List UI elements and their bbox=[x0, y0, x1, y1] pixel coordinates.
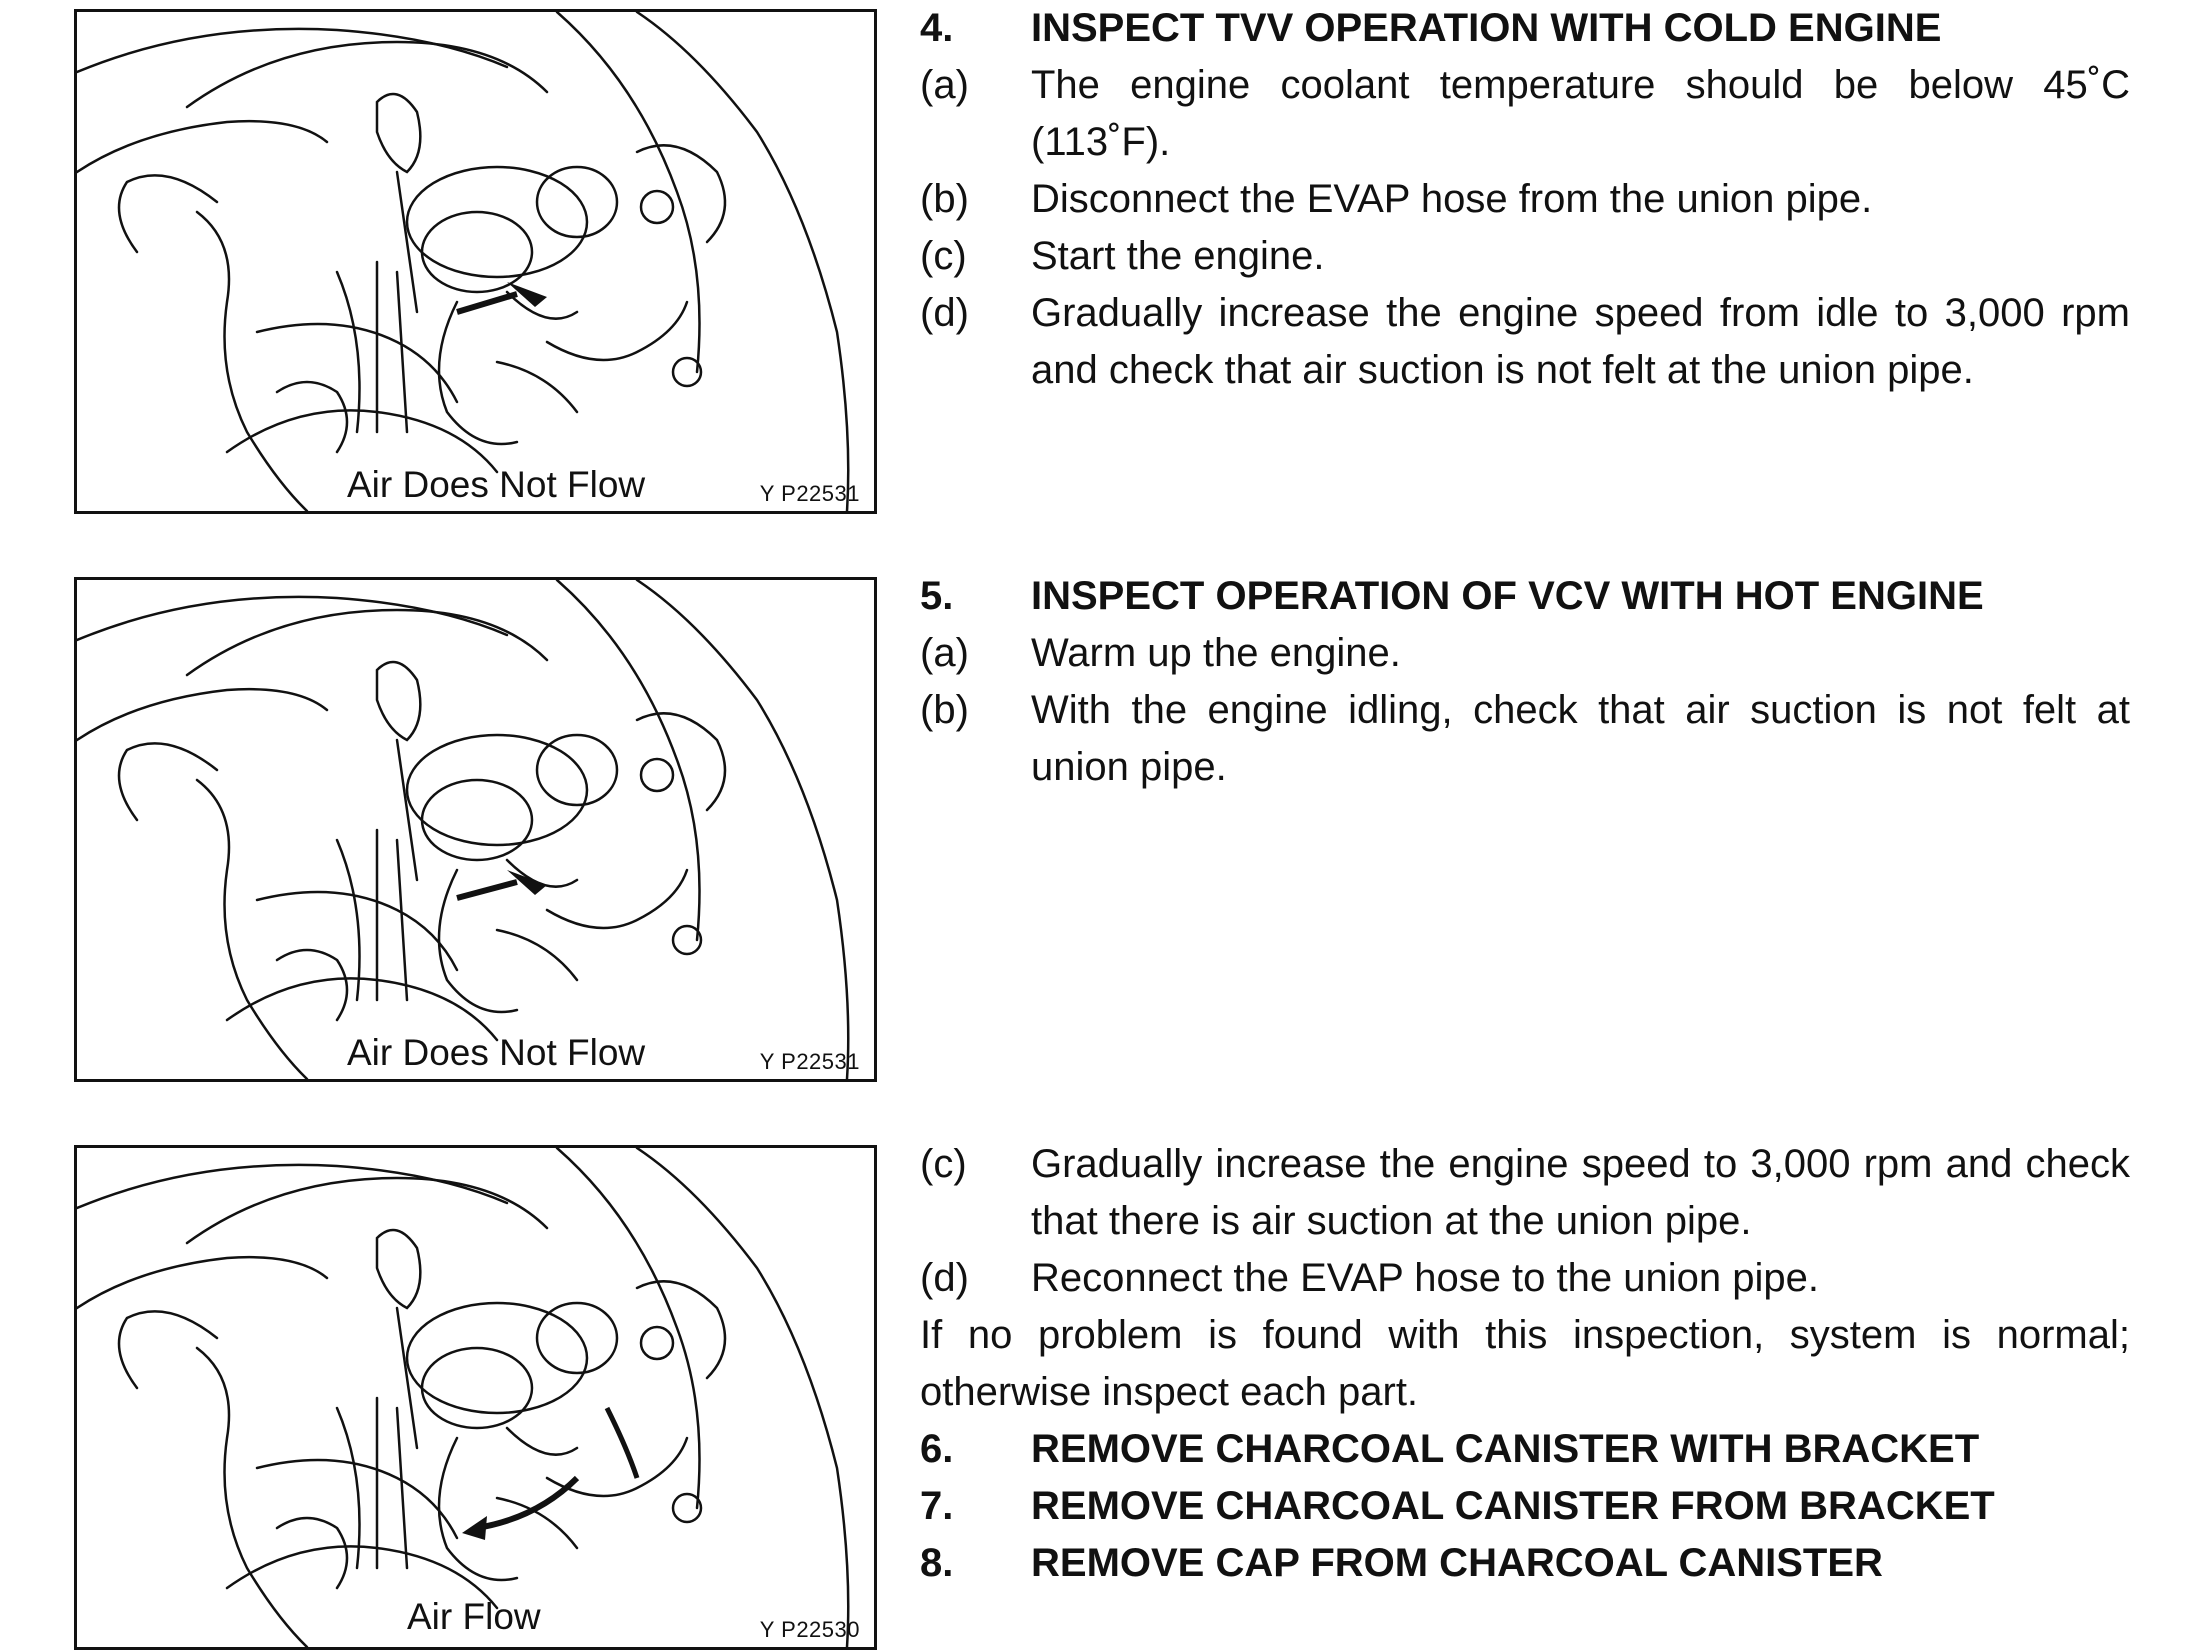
figure-code: Y P22530 bbox=[759, 1617, 860, 1642]
sub-step-text: Disconnect the EVAP hose from the union pipe. bbox=[1031, 177, 1873, 221]
engine-illustration bbox=[77, 12, 874, 511]
sub-step-text: Reconnect the EVAP hose to the union pipe. bbox=[1031, 1256, 1819, 1300]
section-heading bbox=[920, 1421, 2130, 1478]
sub-step bbox=[920, 57, 2130, 171]
sub-step bbox=[920, 682, 2130, 796]
sub-step-label: (c) bbox=[920, 1142, 967, 1186]
sub-step bbox=[920, 228, 2130, 285]
figure-code: Y P22531 bbox=[759, 1049, 860, 1074]
section-4 bbox=[920, 0, 2130, 399]
sub-step bbox=[920, 171, 2130, 228]
engine-illustration bbox=[77, 580, 874, 1079]
sub-step-text: Gradually increase the engine speed from idle to 3,000 rpm and check that air suction is not felt at the union pipe. bbox=[1031, 291, 2130, 392]
result-note: If no problem is found with this inspection, system is normal; otherwise inspect each part. bbox=[920, 1313, 2130, 1414]
figure-code: Y P22531 bbox=[759, 481, 860, 506]
step-number: 5. bbox=[920, 574, 954, 618]
figure-caption: Air Flow bbox=[407, 1596, 541, 1637]
step-number: 4. bbox=[920, 6, 954, 50]
sub-step-label: (c) bbox=[920, 234, 967, 278]
section-title: REMOVE CHARCOAL CANISTER FROM BRACKET bbox=[1031, 1484, 1995, 1528]
section-5-continued bbox=[920, 1136, 2130, 1592]
sub-step-label: (b) bbox=[920, 688, 969, 732]
section-heading bbox=[920, 1535, 2130, 1592]
sub-step bbox=[920, 625, 2130, 682]
step-number: 6. bbox=[920, 1427, 954, 1471]
section-title: REMOVE CAP FROM CHARCOAL CANISTER bbox=[1031, 1541, 1883, 1585]
figure-2 bbox=[74, 577, 877, 1082]
section-heading bbox=[920, 568, 2130, 625]
section-title: INSPECT OPERATION OF VCV WITH HOT ENGINE bbox=[1031, 574, 1984, 618]
section-5 bbox=[920, 568, 2130, 796]
section-heading bbox=[920, 0, 2130, 57]
sub-step-label: (d) bbox=[920, 1256, 969, 1300]
figure-caption: Air Does Not Flow bbox=[347, 1032, 646, 1073]
figure-1 bbox=[74, 9, 877, 514]
sub-step-text: Gradually increase the engine speed to 3,000 rpm and check that there is air suction at the union pipe. bbox=[1031, 1142, 2130, 1243]
sub-step-text: With the engine idling, check that air suction is not felt at union pipe. bbox=[1031, 688, 2130, 789]
sub-step bbox=[920, 285, 2130, 399]
section-heading bbox=[920, 1478, 2130, 1535]
sub-step-label: (a) bbox=[920, 63, 969, 107]
step-number: 7. bbox=[920, 1484, 954, 1528]
section-title: REMOVE CHARCOAL CANISTER WITH BRACKET bbox=[1031, 1427, 1980, 1471]
sub-step-text: Start the engine. bbox=[1031, 234, 1325, 278]
figure-caption: Air Does Not Flow bbox=[347, 464, 646, 505]
sub-step-label: (d) bbox=[920, 291, 969, 335]
sub-step-text: The engine coolant temperature should be below 45˚C (113˚F). bbox=[1031, 63, 2130, 164]
engine-illustration bbox=[77, 1148, 874, 1647]
figure-3 bbox=[74, 1145, 877, 1650]
sub-step-label: (b) bbox=[920, 177, 969, 221]
section-title: INSPECT TVV OPERATION WITH COLD ENGINE bbox=[1031, 6, 1942, 50]
sub-step-text: Warm up the engine. bbox=[1031, 631, 1401, 675]
sub-step bbox=[920, 1250, 2130, 1307]
sub-step-label: (a) bbox=[920, 631, 969, 675]
step-number: 8. bbox=[920, 1541, 954, 1585]
sub-step bbox=[920, 1136, 2130, 1250]
